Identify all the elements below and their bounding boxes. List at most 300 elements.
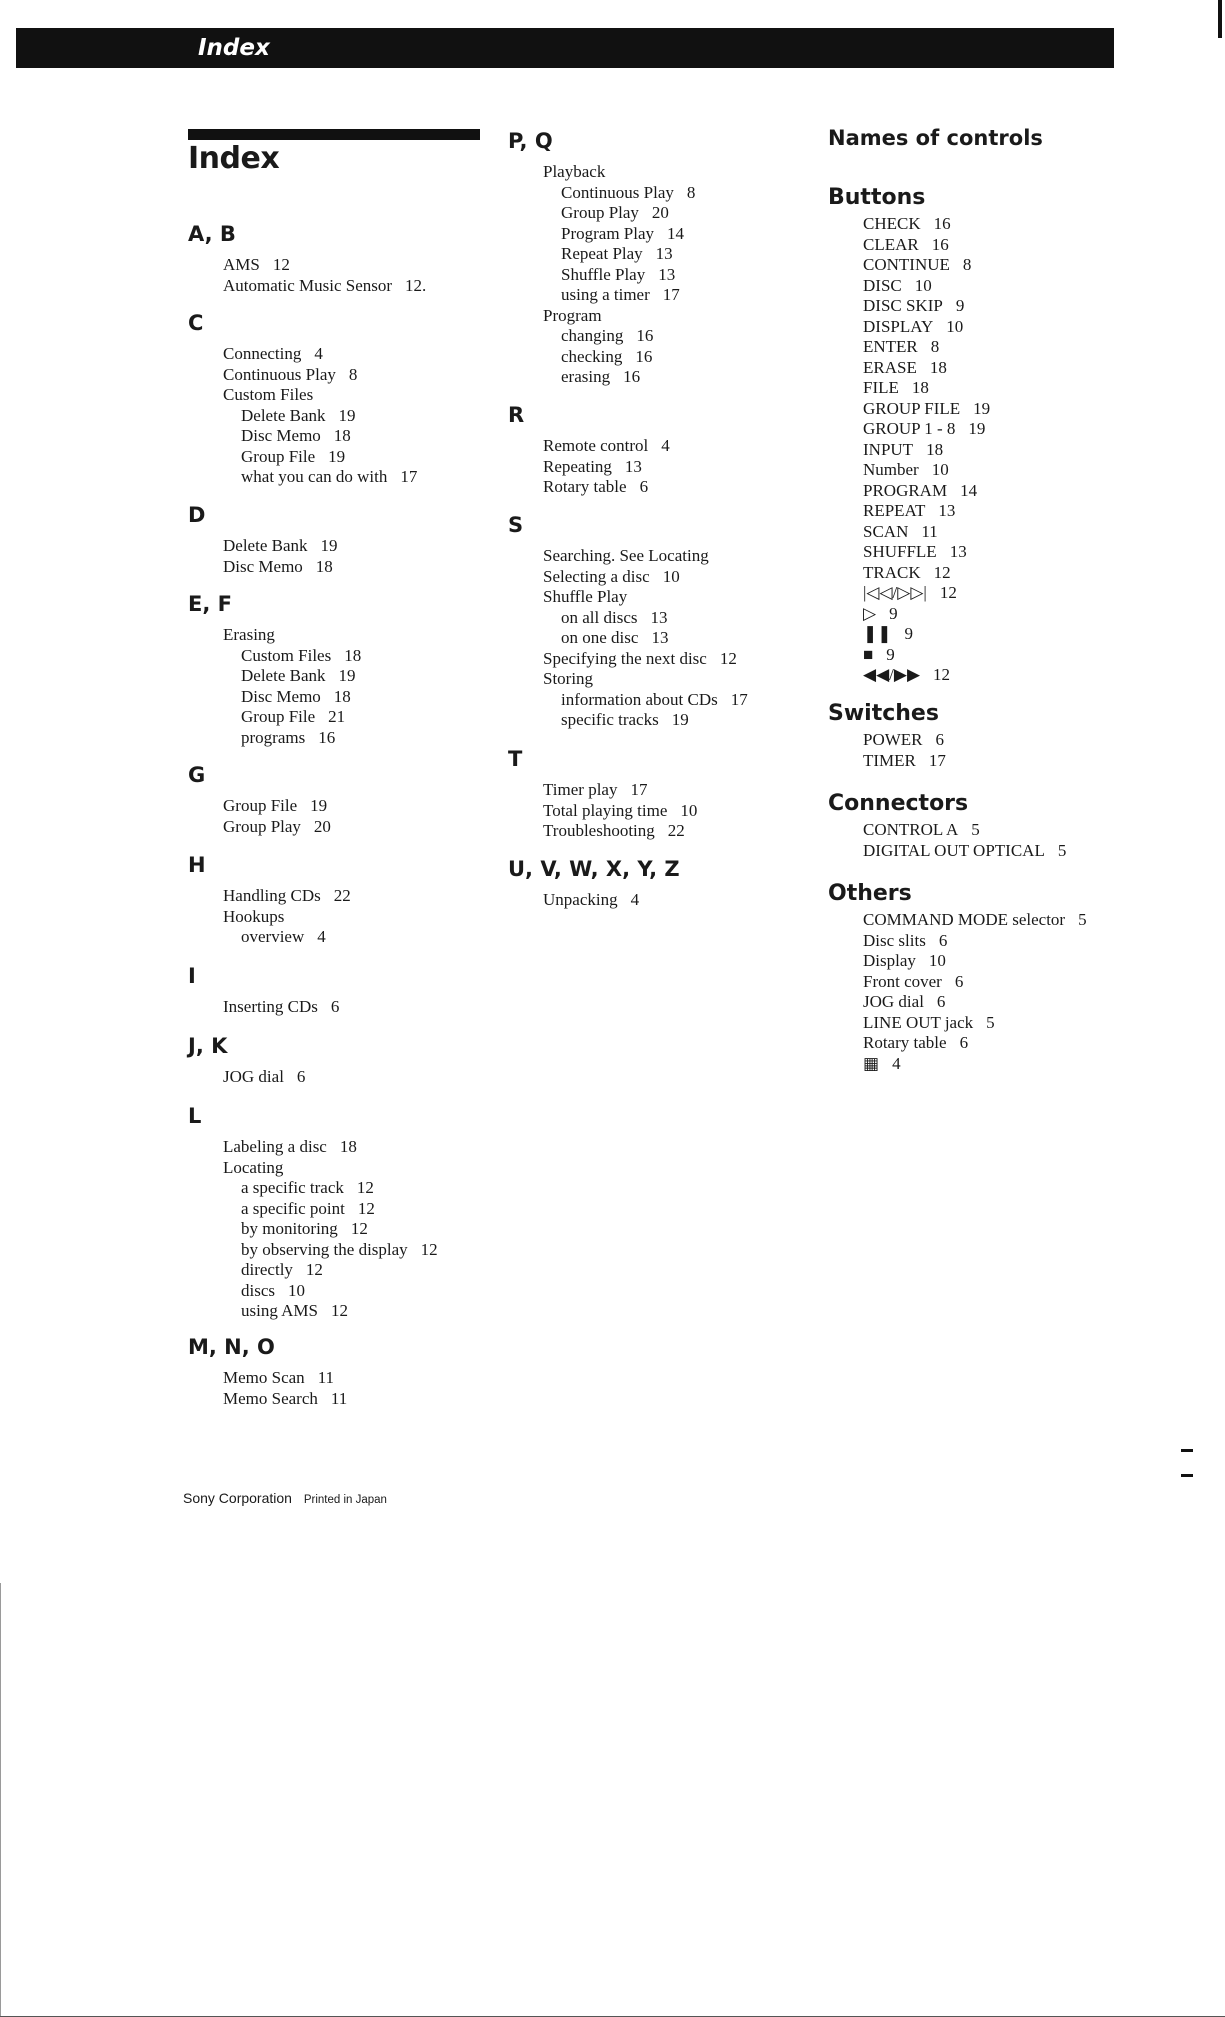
entry-text: using a timer <box>561 285 650 304</box>
entry-list <box>828 820 1066 861</box>
index-section <box>188 221 426 296</box>
entry-text: Unpacking <box>543 890 618 909</box>
entry-page-number: 6 <box>296 1067 306 1086</box>
entry-text: by observing the display <box>241 1239 408 1259</box>
section-heading: Switches <box>828 701 939 726</box>
entry-text: POWER <box>863 730 923 749</box>
entry-page-number: 8 <box>962 255 972 274</box>
entry-text: DIGITAL OUT OPTICAL <box>863 840 1045 860</box>
entry-text: Timer play <box>543 780 618 799</box>
entry-list <box>188 1368 347 1409</box>
index-entry <box>188 886 351 907</box>
entry-page-number: 6 <box>935 730 944 749</box>
section-heading: Buttons <box>828 185 926 210</box>
entry-page-number: 10 <box>931 460 949 479</box>
entry-text: Disc Memo <box>241 686 321 706</box>
entry-page-number: 19 <box>671 710 689 729</box>
index-section <box>828 880 1087 1074</box>
entry-text: ▷ <box>863 603 877 623</box>
entry-page-number: 13 <box>938 501 956 520</box>
entry-page-number: 5 <box>1078 910 1087 929</box>
entry-text: Display <box>863 951 916 970</box>
entry-text: |◁◁/▷▷| <box>863 583 927 602</box>
entry-page-number: 5 <box>971 820 980 839</box>
index-entry <box>508 628 748 649</box>
index-entry <box>188 1158 438 1179</box>
section-heading: I <box>188 964 196 988</box>
index-entry <box>828 1054 1087 1075</box>
entry-page-number: 12 <box>357 1198 375 1218</box>
entry-page-number: 19 <box>338 405 356 425</box>
entry-text: SCAN <box>863 521 909 541</box>
entry-text: TIMER <box>863 750 916 770</box>
entry-text: AMS <box>223 255 260 274</box>
index-entry <box>828 1013 1087 1034</box>
index-entry <box>188 728 361 749</box>
index-entry <box>508 649 748 670</box>
index-entry <box>188 557 338 578</box>
index-entry <box>828 604 990 625</box>
entry-text: Continuous Play <box>561 182 674 202</box>
entry-text: Memo Scan <box>223 1368 305 1387</box>
entry-text: directly <box>241 1260 293 1279</box>
entry-text: FILE <box>863 378 899 397</box>
entry-page-number: 13 <box>651 628 669 647</box>
index-entry <box>188 536 338 557</box>
entry-text: Number <box>863 460 919 479</box>
entry-list <box>828 730 946 771</box>
index-entry <box>188 385 417 406</box>
index-entry <box>828 419 990 440</box>
index-entry <box>188 796 331 817</box>
index-entry <box>828 583 990 604</box>
index-section <box>508 512 748 731</box>
entry-page-number: 6 <box>954 971 964 991</box>
entry-page-number: 12 <box>331 1301 348 1320</box>
index-entry <box>188 1368 347 1389</box>
entry-text: Delete Bank <box>223 536 308 555</box>
entry-text: Repeating <box>543 456 612 476</box>
entry-page-number: 11 <box>317 1368 335 1387</box>
entry-page-number: 17 <box>662 285 680 304</box>
entry-page-number: 18 <box>333 686 351 706</box>
entry-page-number: 13 <box>658 264 676 284</box>
entry-list <box>188 344 417 488</box>
entry-text: information about CDs <box>561 689 718 709</box>
entry-page-number: 19 <box>320 536 338 555</box>
entry-text: CONTINUE <box>863 255 950 274</box>
index-entry <box>508 367 695 388</box>
section-heading: E, F <box>188 592 232 616</box>
index-entry <box>188 1199 438 1220</box>
entry-text: Selecting a disc <box>543 566 650 586</box>
entry-text: what you can do with <box>241 467 388 486</box>
index-entry <box>188 817 331 838</box>
index-entry <box>188 1067 305 1088</box>
entry-page-number: 11 <box>330 1388 348 1408</box>
index-entry <box>188 1137 438 1158</box>
entry-list <box>188 255 426 296</box>
entry-page-number: 13 <box>624 456 642 476</box>
entry-page-number: 18 <box>926 439 944 459</box>
entry-text: LINE OUT jack <box>863 1012 974 1032</box>
entry-text: erasing <box>561 367 611 386</box>
entry-text: DISC SKIP <box>863 296 943 315</box>
index-entry <box>188 426 417 447</box>
index-entry <box>508 162 695 183</box>
index-entry <box>828 481 990 502</box>
index-entry <box>188 646 361 667</box>
entry-text: JOG dial <box>223 1067 284 1086</box>
index-section <box>188 1103 438 1322</box>
entry-text: Delete Bank <box>241 405 326 425</box>
index-section <box>188 762 331 837</box>
index-entry <box>828 255 990 276</box>
entry-page-number: 22 <box>667 821 685 840</box>
entry-page-number: 19 <box>310 796 328 815</box>
section-heading: A, B <box>188 222 236 246</box>
index-entry <box>188 447 417 468</box>
entry-text: a specific point <box>241 1198 345 1218</box>
entry-text: Memo Search <box>223 1388 318 1408</box>
entry-text: specific tracks <box>561 710 659 729</box>
index-entry <box>828 730 946 751</box>
entry-page-number: 6 <box>639 477 649 496</box>
entry-page-number: 10 <box>914 275 932 295</box>
edge-dash <box>1181 1474 1193 1477</box>
entry-list <box>828 214 990 686</box>
entry-text: using AMS <box>241 1301 318 1320</box>
entry-page-number: 12 <box>933 562 951 582</box>
entry-text: Automatic Music Sensor <box>223 275 393 295</box>
entry-text: Troubleshooting <box>543 821 655 840</box>
entry-text: ENTER <box>863 337 918 356</box>
entry-text: DISC <box>863 275 902 295</box>
index-entry <box>508 780 697 801</box>
entry-list <box>508 546 748 731</box>
section-heading: C <box>188 311 204 335</box>
entry-page-number: 9 <box>889 603 898 623</box>
index-section <box>188 1334 347 1409</box>
index-entry <box>828 665 990 686</box>
footer-company: Sony Corporation <box>183 1490 292 1506</box>
entry-text: Shuffle Play <box>543 587 628 606</box>
entry-page-number: 12 <box>933 665 951 684</box>
entry-text: discs <box>241 1280 275 1300</box>
entry-page-number: 13 <box>949 542 967 561</box>
index-entry <box>828 460 990 481</box>
entry-text: Program <box>543 305 602 325</box>
entry-page-number: 12 <box>719 648 737 668</box>
index-entry <box>828 296 990 317</box>
entry-page-number: 20 <box>313 816 331 836</box>
entry-list <box>188 536 338 577</box>
section-heading: M, N, O <box>188 1335 275 1359</box>
index-entry <box>508 265 695 286</box>
index-entry <box>188 625 361 646</box>
section-heading: S <box>508 513 524 537</box>
entry-text: GROUP 1 - 8 <box>863 419 956 438</box>
entry-text: CONTROL A <box>863 820 959 839</box>
entry-text: checking <box>561 346 623 366</box>
index-entry <box>188 907 351 928</box>
entry-page-number: 18 <box>333 426 351 445</box>
entry-text: TRACK <box>863 562 921 582</box>
entry-page-number: 11 <box>921 521 938 541</box>
entry-text: Group File <box>241 446 316 466</box>
section-heading: Connectors <box>828 791 969 816</box>
index-entry <box>508 183 695 204</box>
index-section <box>188 963 339 1018</box>
index-entry <box>828 276 990 297</box>
entry-list <box>188 886 351 948</box>
index-entry <box>508 244 695 265</box>
entry-page-number: 9 <box>886 644 895 664</box>
index-entry <box>508 587 748 608</box>
index-entry <box>188 1219 438 1240</box>
entry-text: JOG dial <box>863 992 924 1011</box>
entry-text: GROUP FILE <box>863 398 961 418</box>
entry-text: Shuffle Play <box>561 264 646 284</box>
index-entry <box>508 821 697 842</box>
entry-page-number: 12. <box>405 275 427 295</box>
index-entry <box>828 358 990 379</box>
entry-text: changing <box>561 326 624 345</box>
entry-page-number: 13 <box>650 607 668 627</box>
entry-text: COMMAND MODE selector <box>863 910 1066 929</box>
index-entry <box>828 972 1087 993</box>
index-entry <box>188 687 361 708</box>
index-entry <box>508 710 748 731</box>
index-entry <box>508 477 670 498</box>
entry-page-number: 17 <box>730 689 748 709</box>
index-entry <box>188 365 417 386</box>
entry-page-number: 6 <box>959 1033 969 1052</box>
section-heading: G <box>188 763 206 787</box>
index-entry <box>508 347 695 368</box>
entry-text: Program Play <box>561 223 655 243</box>
entry-text: Hookups <box>223 906 285 926</box>
index-entry <box>188 1301 438 1322</box>
entry-page-number: 19 <box>973 398 991 418</box>
index-entry <box>828 841 1066 862</box>
section-heading: R <box>508 403 525 427</box>
entry-page-number: 4 <box>317 927 326 946</box>
index-entry <box>828 214 990 235</box>
entry-text: Group File <box>223 796 298 815</box>
entry-text: on one disc <box>561 628 639 647</box>
index-entry <box>828 1033 1087 1054</box>
entry-page-number: 19 <box>968 419 986 438</box>
entry-list <box>188 1137 438 1322</box>
entry-page-number: 8 <box>930 337 940 356</box>
entry-text: REPEAT <box>863 501 926 520</box>
entry-page-number: 10 <box>928 951 946 970</box>
entry-text: Group File <box>241 707 316 726</box>
entry-page-number: 19 <box>338 666 356 685</box>
index-entry <box>188 467 417 488</box>
entry-text: Disc slits <box>863 930 926 950</box>
entry-list <box>828 910 1087 1074</box>
edge-line <box>0 1583 1 2017</box>
index-entry <box>828 542 990 563</box>
entry-page-number: 20 <box>651 203 669 222</box>
entry-text: Handling CDs <box>223 886 321 905</box>
entry-text: Locating <box>223 1157 284 1177</box>
footer-printed: Printed in Japan <box>303 1494 387 1506</box>
entry-list <box>508 890 680 911</box>
section-heading: H <box>188 853 206 877</box>
entry-page-number: 12 <box>350 1219 368 1238</box>
entry-text: Remote control <box>543 436 649 455</box>
index-entry <box>188 997 339 1018</box>
entry-text: Rotary table <box>863 1033 947 1052</box>
entry-text: Erasing <box>223 625 275 644</box>
entry-text: ERASE <box>863 357 917 377</box>
entry-text: Disc Memo <box>241 426 321 445</box>
index-entry <box>188 1389 347 1410</box>
index-entry <box>508 306 695 327</box>
entry-page-number: 18 <box>929 357 947 377</box>
entry-text: Group Play <box>223 816 301 836</box>
index-entry <box>828 820 1066 841</box>
entry-page-number: 16 <box>933 214 951 233</box>
index-entry <box>508 457 670 478</box>
index-entry <box>828 624 990 645</box>
entry-text: Front cover <box>863 971 942 991</box>
index-entry <box>828 931 1087 952</box>
entry-list <box>188 997 339 1018</box>
entry-page-number: 17 <box>928 750 946 770</box>
entry-page-number: 6 <box>330 997 340 1016</box>
index-entry <box>508 285 695 306</box>
entry-text: programs <box>241 727 306 747</box>
index-entry <box>508 669 748 690</box>
index-entry <box>508 326 695 347</box>
index-section <box>188 591 361 748</box>
entry-text: ■ <box>863 644 874 664</box>
entry-page-number: 14 <box>667 223 685 243</box>
index-entry <box>508 801 697 822</box>
index-entry <box>828 751 946 772</box>
index-entry <box>508 546 748 567</box>
section-heading: D <box>188 503 206 527</box>
entry-page-number: 8 <box>348 364 358 384</box>
entry-list <box>508 780 697 842</box>
section-heading: T <box>508 747 523 771</box>
index-entry <box>828 337 990 358</box>
entry-text: Delete Bank <box>241 666 326 685</box>
entry-list <box>188 1067 305 1088</box>
entry-page-number: 12 <box>939 583 957 602</box>
entry-page-number: 10 <box>662 566 680 586</box>
entry-page-number: 13 <box>655 244 673 263</box>
index-entry <box>508 436 670 457</box>
entry-page-number: 4 <box>630 890 640 909</box>
index-entry <box>188 707 361 728</box>
index-entry <box>828 910 1087 931</box>
index-section <box>188 310 417 488</box>
entry-page-number: 14 <box>960 480 978 500</box>
index-entry <box>508 567 748 588</box>
index-entry <box>828 645 990 666</box>
entry-page-number: 4 <box>661 436 670 455</box>
index-entry <box>188 1281 438 1302</box>
index-entry <box>508 690 748 711</box>
index-section <box>508 128 695 388</box>
entry-text: Repeat Play <box>561 244 643 263</box>
entry-text: Total playing time <box>543 800 668 820</box>
entry-page-number: 21 <box>328 707 346 726</box>
entry-text: Labeling a disc <box>223 1137 327 1156</box>
entry-text: SHUFFLE <box>863 542 937 561</box>
index-entry <box>188 927 351 948</box>
entry-page-number: 4 <box>314 344 323 363</box>
index-section <box>508 746 697 842</box>
entry-text: ▦ <box>863 1053 880 1073</box>
title-rule <box>188 129 480 140</box>
index-entry <box>828 378 990 399</box>
index-entry <box>188 666 361 687</box>
entry-page-number: 17 <box>630 780 648 799</box>
entry-text: Disc Memo <box>223 556 303 576</box>
entry-page-number: 12 <box>420 1239 438 1259</box>
index-section <box>828 790 1066 861</box>
entry-text: Custom Files <box>223 385 314 404</box>
index-entry <box>188 276 426 297</box>
index-section <box>508 856 680 911</box>
section-heading: P, Q <box>508 129 553 153</box>
section-heading: L <box>188 1104 202 1128</box>
index-entry <box>508 608 748 629</box>
page-title: Index <box>188 141 280 176</box>
index-entry <box>828 522 990 543</box>
index-entry <box>828 235 990 256</box>
index-entry <box>508 890 680 911</box>
index-entry <box>188 344 417 365</box>
entry-page-number: 12 <box>305 1260 323 1279</box>
entry-page-number: 10 <box>946 316 964 336</box>
entry-text: INPUT <box>863 439 914 459</box>
index-section <box>828 184 990 686</box>
entry-list <box>188 625 361 748</box>
index-entry <box>188 1178 438 1199</box>
entry-text: PROGRAM <box>863 480 948 500</box>
index-entry <box>828 992 1087 1013</box>
entry-text: Connecting <box>223 344 302 363</box>
entry-page-number: 12 <box>356 1178 374 1197</box>
entry-text: CHECK <box>863 214 921 233</box>
entry-page-number: 18 <box>344 645 362 665</box>
index-entry <box>188 406 417 427</box>
index-section <box>508 402 670 498</box>
index-entry <box>188 1260 438 1281</box>
section-heading: Others <box>828 881 912 906</box>
entry-text: Rotary table <box>543 477 627 496</box>
entry-page-number: 16 <box>623 367 641 386</box>
entry-page-number: 19 <box>328 446 346 466</box>
entry-page-number: 12 <box>272 255 290 274</box>
entry-page-number: 16 <box>318 727 336 747</box>
entry-page-number: 18 <box>339 1137 357 1156</box>
entry-page-number: 18 <box>315 556 333 576</box>
entry-list <box>188 796 331 837</box>
entry-text: Continuous Play <box>223 364 336 384</box>
entry-text: ❚❚ <box>863 624 892 643</box>
index-section <box>188 502 338 577</box>
entry-page-number: 9 <box>904 624 913 643</box>
entry-text: ◀◀/▶▶ <box>863 665 921 684</box>
